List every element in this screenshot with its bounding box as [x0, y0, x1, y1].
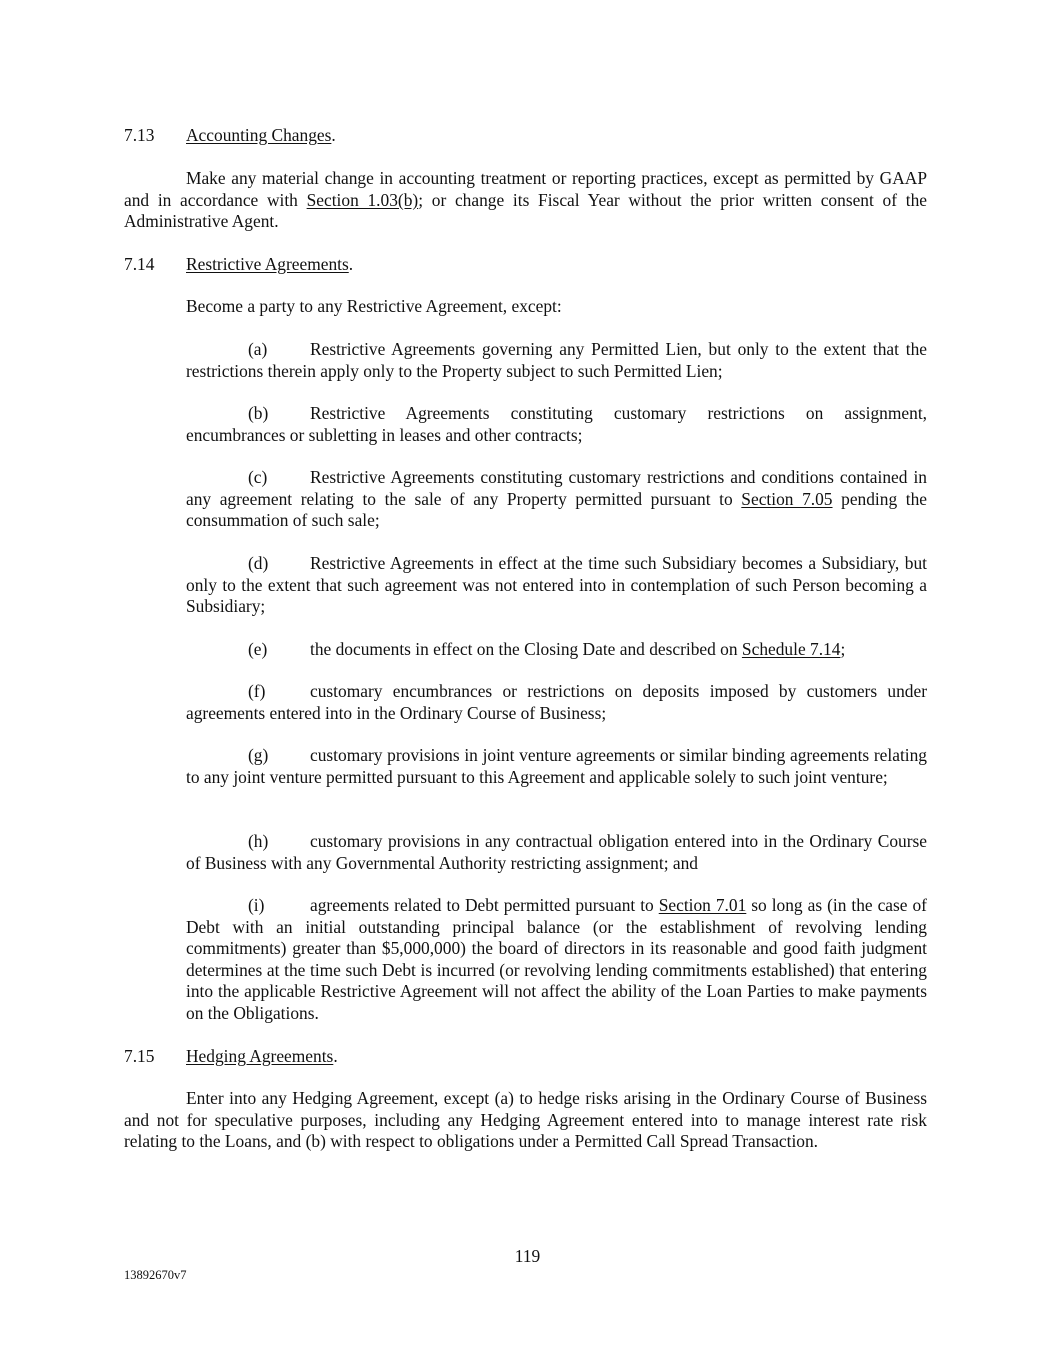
list-item-g: [186, 745, 927, 788]
section-number: 7.15: [124, 1046, 155, 1066]
section-heading-7-15: 7.15 Hedging Agreements.: [124, 1046, 338, 1066]
list-item-b: [186, 403, 927, 446]
document-id: 13892670v7: [124, 1268, 187, 1282]
item-text: customary encumbrances or restrictions on deposits imposed by customers under agreements entered into in the Ordinary Course of Business;: [186, 681, 927, 723]
item-text: the documents in effect on the Closing Date and described on: [310, 639, 742, 659]
section-title: Accounting Changes: [186, 125, 332, 145]
item-text: agreements related to Debt permitted pursuant to: [310, 895, 659, 915]
item-label: (e): [248, 639, 268, 659]
section-number: 7.14: [124, 254, 155, 274]
list-item-i: [186, 895, 927, 1025]
list-item-c: [186, 467, 927, 532]
section-7-14-intro: Become a party to any Restrictive Agreement, except:: [186, 296, 562, 316]
list-item-a: [186, 339, 927, 382]
page-number: 119: [514, 1246, 541, 1266]
item-label: (h): [248, 831, 269, 851]
cross-reference-section-7-01: Section 7.01: [658, 895, 747, 915]
list-item-d: [186, 553, 927, 618]
list-item-e: [186, 639, 927, 661]
item-label: (i): [248, 895, 265, 915]
section-title: Restrictive Agreements: [186, 254, 349, 274]
item-text: customary provisions in any contractual obligation entered into in the Ordinary Course of Business with any Governmental Authority restricting assignment; and: [186, 831, 927, 873]
paragraph-text: Make any material change in accounting treatment or reporting practices, except as permitted by GAAP and in accordance with: [124, 168, 927, 210]
item-label: (b): [248, 403, 269, 423]
section-title: Hedging Agreements: [186, 1046, 334, 1066]
item-text: Restrictive Agreements governing any Permitted Lien, but only to the extent that the restrictions therein apply only to the Property subject to such Permitted Lien;: [186, 339, 927, 381]
section-heading-7-14: 7.14 Restrictive Agreements.: [124, 254, 354, 274]
item-label: (f): [248, 681, 266, 701]
item-label: (a): [248, 339, 268, 359]
cross-reference-section-7-05: Section 7.05: [741, 488, 833, 509]
cross-reference-section-1-03b: Section 1.03(b): [306, 189, 419, 210]
item-text: Restrictive Agreements constituting customary restrictions and conditions contained in any agreement relating to the sale of any Property permitted pursuant to: [186, 467, 927, 509]
item-label: (d): [248, 553, 269, 573]
section-7-13-paragraph: [124, 168, 927, 233]
cross-reference-schedule-7-14: Schedule 7.14: [741, 639, 841, 659]
paragraph-text: ; or change its Fiscal Year without the prior written consent of the Administrative Agent.: [124, 189, 927, 232]
item-text: so long as (in the case of Debt with an initial outstanding principal balance (or the establishment of revolving lending commitments) greater than $5,000,000) the board of directors in its reasonable and good faith judgment determines at the time such Debt is incurred (or revolving lending commitments established) that entering into the applicable Restrictive Agreement will not affect the ability of the Loan Parties to make payments on the Obligations.: [186, 895, 927, 1023]
list-item-h: [186, 831, 927, 874]
item-text: pending the consummation of such sale;: [186, 488, 928, 531]
item-text: Restrictive Agreements in effect at the time such Subsidiary becomes a Subsidiary, but only to the extent that such agreement was not entered into in contemplation of such Person becoming a Subsidiary;: [186, 553, 927, 617]
item-label: (c): [248, 467, 268, 487]
item-label: (g): [248, 745, 269, 765]
section-7-15-paragraph: Enter into any Hedging Agreement, except (a) to hedge risks arising in the Ordinary Course of Business and not for speculative purposes, including any Hedging Agreement entered into to manage interest rate risk relating to the Loans, and (b) with respect to obligations under a Permitted Call Spread Transaction.: [124, 1088, 927, 1152]
section-number: 7.13: [124, 125, 155, 145]
list-item-f: [186, 681, 927, 724]
item-text: Restrictive Agreements constituting customary restrictions on assignment, encumbrances or subletting in leases and other contracts;: [186, 403, 927, 445]
section-heading-7-13: 7.13 Accounting Changes.: [124, 125, 336, 145]
item-text: customary provisions in joint venture agreements or similar binding agreements relating to any joint venture permitted pursuant to this Agreement and applicable solely to such joint venture;: [186, 745, 927, 787]
item-text: ;: [840, 639, 846, 659]
